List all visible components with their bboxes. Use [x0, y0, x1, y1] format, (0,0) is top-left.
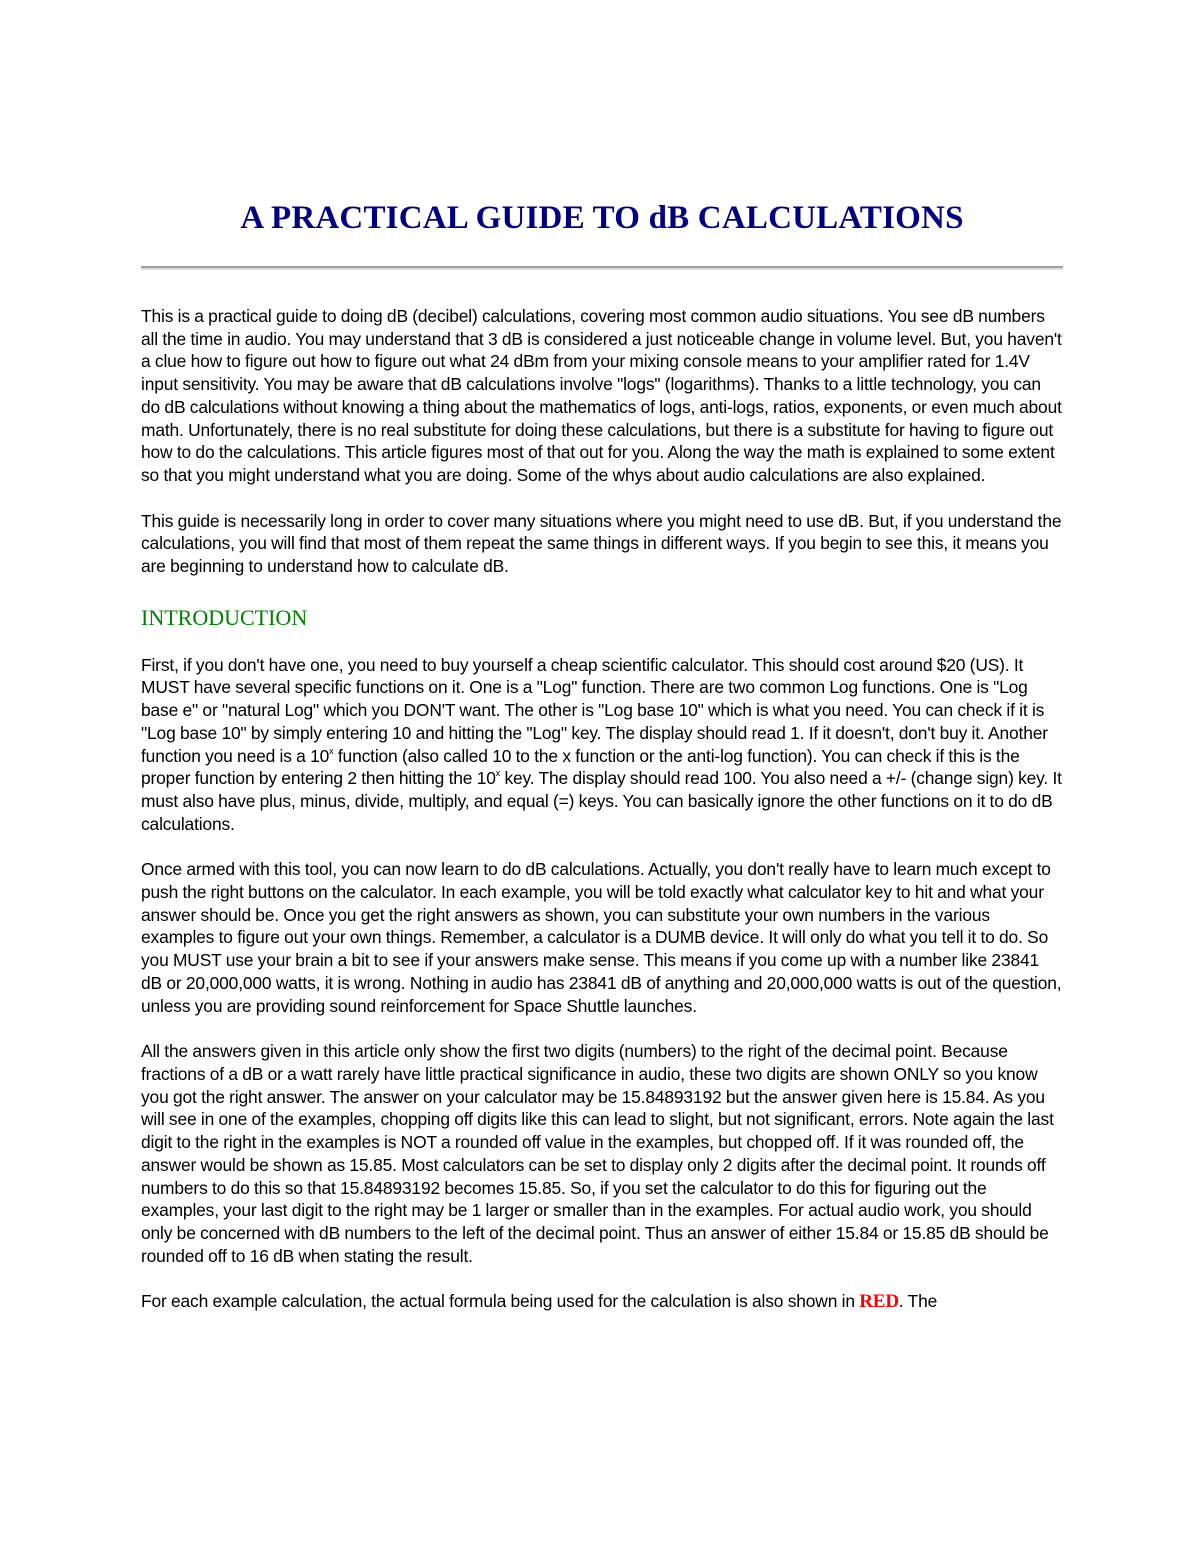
body-paragraph-2: All the answers given in this article only show the first two digits (numbers) to the right of the decimal point. Because fractions of a dB or a watt rarely have little practical significance in audio, these two digits are shown ONLY so you know you got the right answer. The answer on your calculator may be 15.84893192 but the answer given here is 15.84. As you will see in one of the examples, chopping off digits like this can lead to slight, but not significant, errors. Note again the last digit to the right in the examples is NOT a rounded off value in the examples, but chopped off. If it was rounded off, the answer would be shown as 15.85. Most calculators can be set to display only 2 digits after the decimal point. It rounds off numbers to do this so that 15.84893192 becomes 15.85. So, if you set the calculator to do this for figuring out the examples, your last digit to the right may be 1 larger or smaller than in the examples. For actual audio work, you should only be concerned with dB numbers to the left of the decimal point. Thus an answer of either 15.84 or 15.85 dB should be rounded off to 16 dB when stating the result. [141, 1041, 1054, 1266]
formula-note-tail: . The [898, 1291, 938, 1312]
calculator-text-3: key. The display should read 100. You also need a +/- (change sign) key. It must also have plus, minus, divide, multiply, and equal (=) keys. You can basically ignore the other functions on it to do dB calculations. [141, 768, 1062, 834]
page-title: A PRACTICAL GUIDE TO dB CALCULATIONS [240, 200, 964, 236]
document-page [141, 196, 1063, 1314]
intro-paragraph-1: This is a practical guide to doing dB (decibel) calculations, covering most common audio situations. You see dB numbers all the time in audio. You may understand that 3 dB is considered a just noticeable change in volume level. But, you haven't a clue how to figure out how to figure out what 24 dBm from your mixing console means to your amplifier rated for 1.4V input sensitivity. You may be aware that dB calculations involve "logs" (logarithms). Thanks to a little technology, you can do dB calculations without knowing a thing about the mathematics of logs, anti-logs, ratios, exponents, or even much about math. Unfortunately, there is no real substitute for doing these calculations, but there is a substitute for having to figure out how to do the calculations. This article figures most of that out for you. Along the way the math is explained to some extent so that you might understand what you are doing. Some of the whys about audio calculations are also explained. [141, 306, 1062, 485]
horizontal-rule [141, 266, 1063, 270]
calculator-paragraph [141, 654, 1063, 836]
intro-paragraph-2: This guide is necessarily long in order to cover many situations where you might need to use dB. But, if you understand the calculations, you will find that most of them repeat the same things in different ways. If you begin to see this, it means you are beginning to understand how to calculate dB. [141, 510, 1062, 577]
body-paragraph-1: Once armed with this tool, you can now learn to do dB calculations. Actually, you don't really have to learn much except to push the right buttons on the calculator. In each example, you will be told exactly what calculator key to hit and what your answer should be. Once you get the right answers as shown, you can substitute your own numbers in the various examples to figure out your own things. Remember, a calculator is a DUMB device. It will only do what you tell it to do. So you MUST use your brain a bit to see if your answers make sense. This means if you come up with a number like 23841 dB or 20,000,000 watts, it is wrong. Nothing in audio has 23841 dB of anything and 20,000,000 watts is out of the question, unless you are providing sound reinforcement for Space Shuttle launches. [141, 859, 1062, 1016]
formula-note-paragraph [141, 1290, 1063, 1314]
section-heading-introduction: INTRODUCTION [141, 604, 308, 630]
calculator-text-1: First, if you don't have one, you need to buy yourself a cheap scientific calculator. This should cost around $20 (US). It MUST have several specific functions on it. One is a "Log" function. There are two common Log functions. One is "Log base e" or "natural Log" which you DON'T want. The other is "Log base 10" which is what you need. You can check if it is "Log base 10" by simply entering 10 and hitting the "Log" key. The display should read 1. If it doesn't, don't buy it. Another function you need is a 10 [141, 654, 1048, 766]
calculator-text-2: function (also called 10 to the x function or the anti-log function). You can check if this is the proper function by entering 2 then hitting the 10 [141, 745, 1020, 789]
superscript-x: x [495, 768, 501, 779]
formula-note-text: For each example calculation, the actual formula being used for the calculation is also shown in [141, 1291, 860, 1312]
red-highlight: RED [859, 1291, 899, 1313]
superscript-x: x [329, 745, 334, 756]
